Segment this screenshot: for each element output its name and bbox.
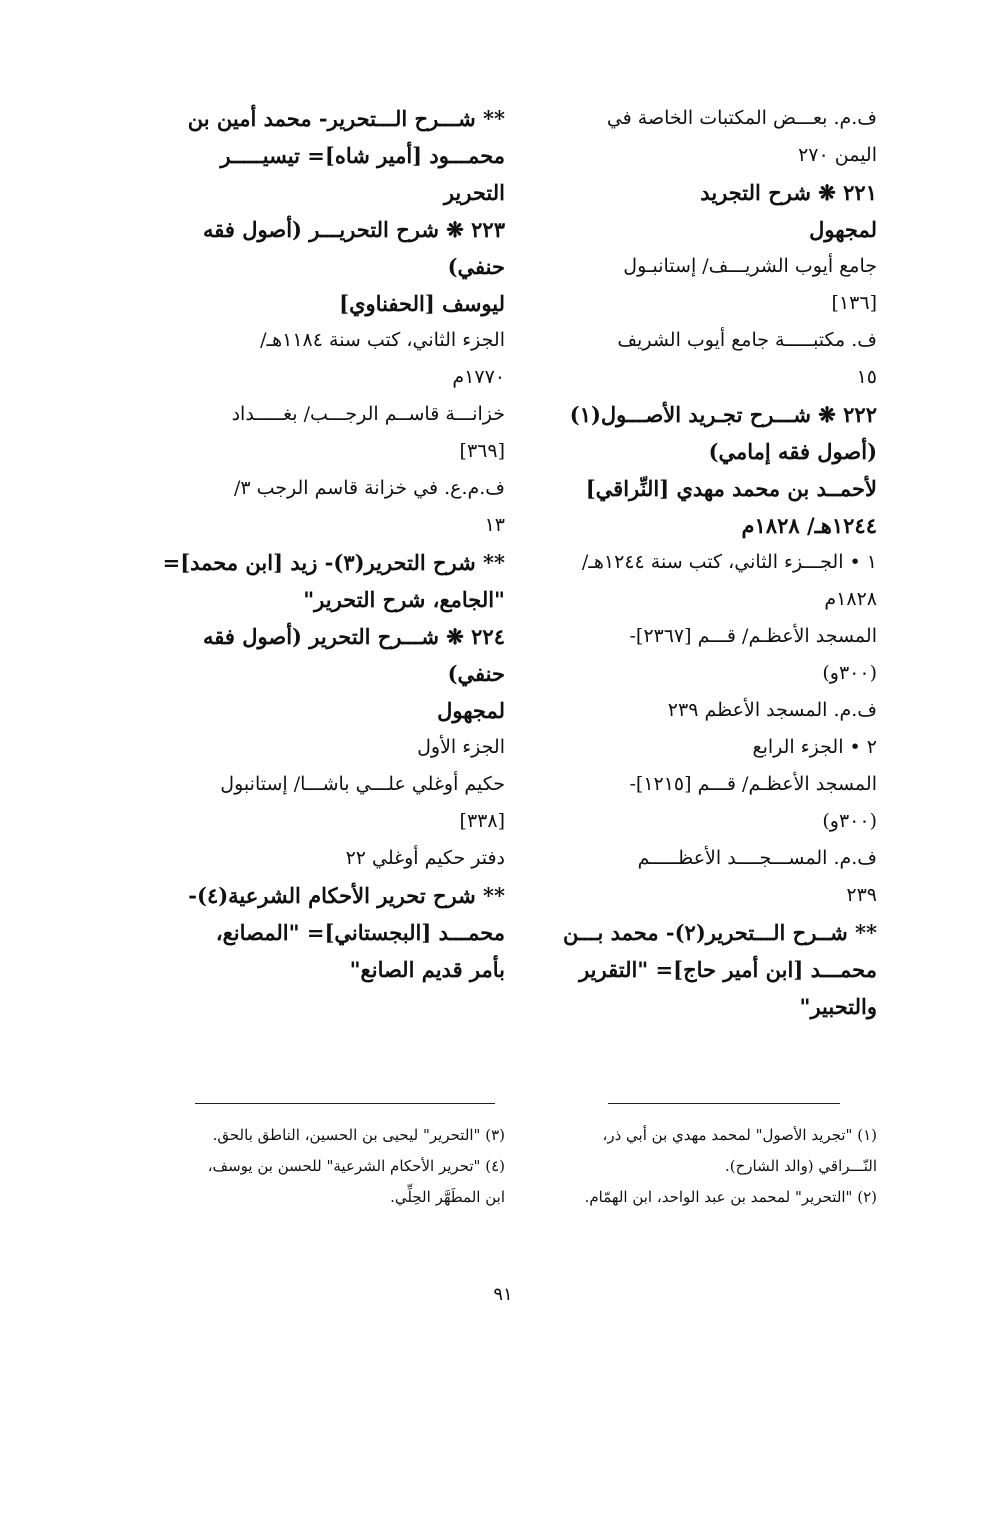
left-column-line: حكيم أوغلي علـــي باشـــا/ إستانبول [220, 773, 505, 795]
left-column-line: حنفي) [447, 254, 505, 279]
right-column-line: ف.م. بعـــض المكتبات الخاصة في [606, 107, 877, 129]
left-column-line: ** شرح التحرير(٣)- زيد [ابن محمد]= [162, 550, 505, 575]
left-column-line: ٢٢٣ ❋ شرح التحريـــر (أصول فقه [203, 217, 505, 242]
left-column-line: ليوسف [الحفناوي] [339, 291, 505, 316]
right-column-line: (٣٠٠و) [822, 662, 877, 684]
footnote-line: (٣) "التحرير" ليحيى بن الحسين، الناطق بالحق. [212, 1126, 505, 1144]
left-column-line: "الجامع، شرح التحرير" [303, 587, 505, 612]
left-column-line: ** شرح تحرير الأحكام الشرعية(٤)- [188, 883, 505, 908]
right-column-line: ف. مكتبـــــة جامع أيوب الشريف [617, 329, 877, 351]
page-number: ٩١ [493, 1284, 513, 1305]
left-column-line: الجزء الثاني، كتب سنة ١١٨٤هـ/ [260, 329, 505, 351]
right-column-line: لأحمــد بن محمد مهدي [النِّراقي] [585, 476, 877, 501]
left-column-line: [٣٦٩] [459, 440, 505, 462]
left-column-line: ٢٢٤ ❋ شـــرح التحرير (أصول فقه [203, 624, 505, 649]
left-column-line: دفتر حكيم أوغلي ٢٢ [345, 847, 505, 869]
right-column-line: محمـــد [ابن أمير حاج]= "التقرير [579, 957, 877, 982]
right-column-line: والتحبير" [799, 994, 877, 1019]
right-column-line: ٢٣٩ [846, 884, 877, 906]
left-column-line: محمـــود [أمير شاه]= تيسيـــــر [220, 143, 505, 168]
right-column-line: (أصول فقه إمامي) [708, 439, 877, 464]
right-column-line: ١ • الجـــزء الثاني، كتب سنة ١٢٤٤هـ/ [581, 551, 877, 573]
footnote-line: (٤) "تحرير الأحكام الشرعية" للحسن بن يوسف، [207, 1157, 505, 1175]
footnote-line: ابن المطَهَّر الحِلِّي. [390, 1188, 505, 1206]
left-column-line: التحرير [443, 180, 505, 205]
right-column-line: ف.م. المسجد الأعظم ٢٣٩ [667, 699, 877, 721]
footnote-rule-left [195, 1103, 495, 1104]
left-column-line: محمـــد [البجستاني]= "المصانع، [215, 920, 505, 945]
left-column-line: ** شـــرح الـــتحرير- محمد أمين بن [187, 106, 505, 131]
left-column-line: لمجهول [437, 698, 505, 723]
right-column-line: اليمن ٢٧٠ [798, 144, 877, 166]
left-column-line: بأمر قديم الصانع" [349, 957, 505, 982]
right-column-line: ١٥ [856, 366, 877, 388]
footnote-rule-right [608, 1103, 840, 1104]
footnote-line: (١) "تجريد الأصول" لمحمد مهدي بن أبي ذر، [602, 1126, 877, 1144]
right-column-line: ١٢٤٤هـ/ ١٨٢٨م [741, 513, 877, 538]
right-column-line: ١٨٢٨م [824, 588, 877, 610]
right-column [532, 100, 877, 1025]
footnotes-left [160, 1120, 505, 1213]
left-column-line: ١٧٧٠م [452, 366, 505, 388]
right-column-line: المسجد الأعظـم/ قـــم [١٢١٥]- [629, 773, 877, 795]
footnote-line: (٢) "التحرير" لمحمد بن عبد الواحد، ابن الهمّام. [584, 1188, 877, 1206]
footnotes-right [532, 1120, 877, 1213]
left-column-line: خزانـــة قاســم الرجـــب/ بغـــــداد [231, 403, 505, 425]
footnote-line: النّـــراقي (والد الشارح). [724, 1157, 877, 1175]
left-column-line: ف.م.ع. في خزانة قاسم الرجب ٣/ [233, 477, 505, 499]
right-column-line: ٢٢٢ ❋ شـــرح تجـريد الأصـــول(١) [569, 402, 877, 427]
left-column-line: [٣٣٨] [459, 810, 505, 832]
right-column-line: (٣٠٠و) [822, 810, 877, 832]
left-column-line: ١٣ [484, 514, 505, 536]
right-column-line: جامع أيوب الشريـــف/ إستانبـول [623, 255, 877, 277]
right-column-line: ف.م. المســـجــــد الأعظـــــم [637, 847, 877, 869]
right-column-line: ٢٢١ ❋ شرح التجريد [700, 180, 877, 205]
right-column-line: ٢ • الجزء الرابع [752, 736, 877, 758]
left-column-line: الجزء الأول [417, 736, 505, 758]
right-column-line: المسجد الأعظـم/ قـــم [٢٣٦٧]- [629, 625, 877, 647]
left-column [160, 100, 505, 988]
left-column-line: حنفي) [447, 661, 505, 686]
right-column-line: لمجهول [809, 217, 877, 242]
right-column-line: [١٣٦] [831, 292, 877, 314]
right-column-line: ** شــرح الـــتحرير(٢)- محمد بـــن [563, 920, 877, 945]
